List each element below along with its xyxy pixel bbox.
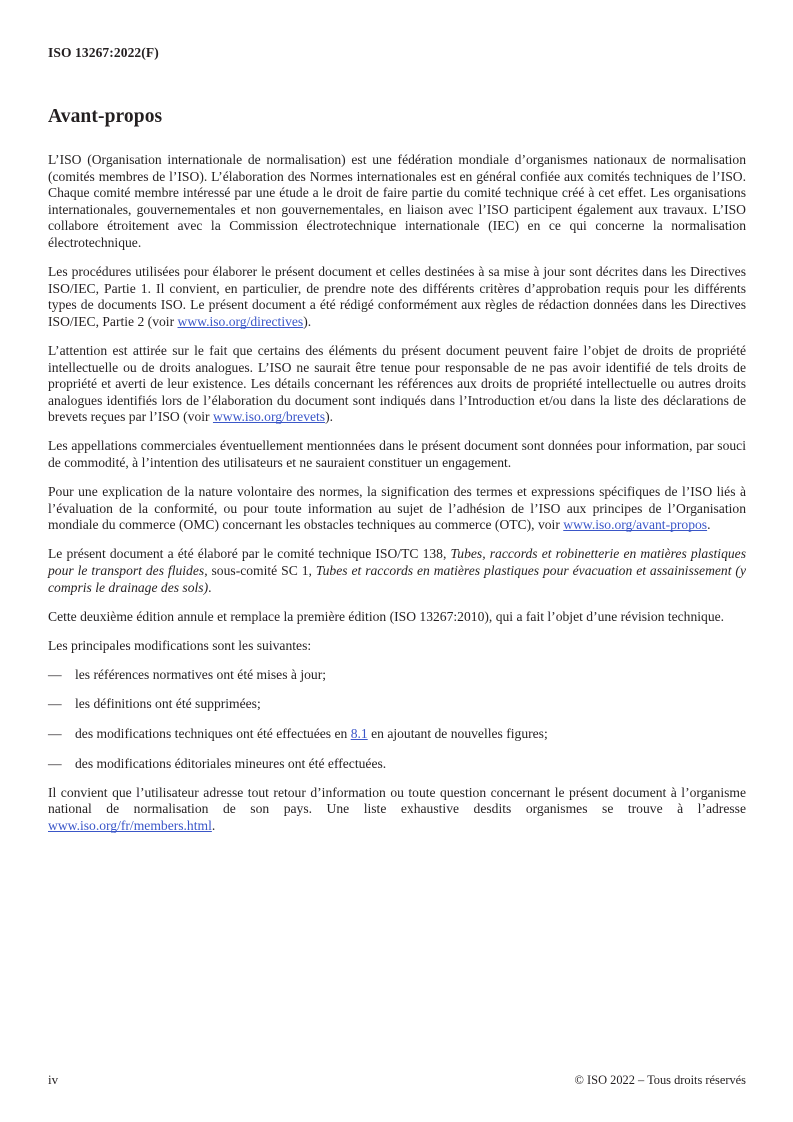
paragraph-committee bbox=[48, 546, 746, 596]
link-iso-avant-propos[interactable]: www.iso.org/avant-propos bbox=[563, 517, 708, 533]
modifications-list bbox=[48, 667, 746, 772]
running-head: ISO 13267:2022(F) bbox=[48, 45, 159, 60]
list-item-label: les définitions ont été supprimées; bbox=[75, 696, 261, 712]
link-clause-8-1[interactable]: 8.1 bbox=[350, 726, 368, 742]
list-item-label-after: en ajoutant de nouvelles figures; bbox=[367, 726, 548, 742]
paragraph-procedures-text-after: ). bbox=[303, 313, 312, 329]
list-item-label: des modifications éditoriales mineures ont été effectuées. bbox=[75, 755, 387, 771]
paragraph-patent-rights-text-before: L’attention est attirée sur le fait que certains des éléments du présent document peuvent faire l’objet de droits de propriété intellectuelle ou de droits analogues. L’ISO ne saurait être tenue pour responsable de ne pas avoir identifié de tels droits de propriété et averti de leur existence. Les détails concernant les références aux droits de propriété intellectuelle ou autres droits analogues identifiés lors de l’élaboration du document sont indiqués dans l’Introduction et/ou dans la liste des déclarations de brevets reçues par l’ISO (voir bbox=[48, 342, 746, 425]
paragraph-edition-notice: Cette deuxième édition annule et remplace la première édition (ISO 13267:2010), qui a fait l’objet d’une révision technique. bbox=[48, 608, 725, 624]
paragraph-trade-names: Les appellations commerciales éventuellement mentionnées dans le présent document sont données pour information, par souci de commodité, à l’intention des utilisateurs et ne sauraient constituer un engagement. bbox=[48, 438, 746, 470]
paragraph-procedures bbox=[48, 264, 746, 330]
link-iso-directives[interactable]: www.iso.org/directives bbox=[177, 313, 304, 329]
list-item bbox=[48, 726, 746, 743]
dash-marker-icon: — bbox=[48, 755, 62, 771]
paragraph-iso-description: L’ISO (Organisation internationale de normalisation) est une fédération mondiale d’organismes nationaux de normalisation (comités membres de l’ISO). L’élaboration des Normes internationales est en général confiée aux comités techniques de l’ISO. Chaque comité membre intéressé par une étude a le droit de faire partie du comité technique créé à cet effet. Les organisations internationales, gouvernementales et non gouvernementales, en liaison avec l’ISO participent également aux travaux. L’ISO collabore étroitement avec la Commission électrotechnique internationale (IEC) en ce qui concerne la normalisation électrotechnique. bbox=[48, 152, 746, 250]
page-content bbox=[48, 106, 746, 835]
list-item bbox=[48, 696, 746, 713]
paragraph-modifications-intro: Les principales modifications sont les suivantes: bbox=[48, 637, 312, 653]
paragraph-wto-tbt-text-before: Pour une explication de la nature volontaire des normes, la signification des termes et expressions spécifiques de l’ISO liés à l’évaluation de la conformité, ou pour toute information au sujet de l’adhésion de l’ISO aux principes de l’Organisation mondiale du commerce (OMC) concernant les obstacles techniques au commerce (OTC), voir bbox=[48, 484, 746, 533]
paragraph-patent-rights-text-after: ). bbox=[325, 409, 334, 425]
committee-text-part3: . bbox=[208, 579, 212, 595]
dash-marker-icon: — bbox=[48, 666, 62, 682]
list-item-label: les références normatives ont été mises à jour; bbox=[75, 666, 327, 682]
dash-marker-icon: — bbox=[48, 696, 62, 712]
paragraph-procedures-text-before: Les procédures utilisées pour élaborer le présent document et celles destinées à sa mise à jour sont décrites dans les Directives ISO/IEC, Partie 1. Il convient, en particulier, de prendre note des différents critères d’approbation requis pour les différents types de documents ISO. Le présent document a été rédigé conformément aux règles de rédaction données dans les Directives ISO/IEC, Partie 2 (voir bbox=[48, 264, 746, 329]
paragraph-wto-tbt-text-after: . bbox=[707, 517, 711, 533]
list-item bbox=[48, 667, 746, 684]
paragraph-feedback-text-before: Il convient que l’utilisateur adresse tout retour d’information ou toute question concernant le présent document à l’organisme national de normalisation de son pays. Une liste exhaustive desdits organismes se trouve à l’adresse bbox=[48, 784, 746, 817]
committee-title-sc1: Tubes et raccords en matières plastiques pour évacuation et assainissement (y compris le drainage des sols) bbox=[48, 562, 746, 595]
paragraph-patent-rights bbox=[48, 343, 746, 426]
committee-title-tc138: Tubes, raccords et robinetterie en matières plastiques pour le transport des fluides bbox=[48, 546, 746, 578]
link-iso-members[interactable]: www.iso.org/fr/members.html bbox=[48, 817, 212, 833]
page-title: Avant-propos bbox=[48, 106, 163, 127]
link-iso-brevets[interactable]: www.iso.org/brevets bbox=[212, 409, 326, 425]
dash-marker-icon: — bbox=[48, 726, 62, 742]
list-item bbox=[48, 756, 746, 773]
list-item-label-before: des modifications techniques ont été effectuées en bbox=[75, 726, 351, 742]
paragraph-wto-tbt bbox=[48, 484, 746, 534]
footer-page-number: iv bbox=[48, 1072, 59, 1087]
paragraph-feedback-text-after: . bbox=[211, 817, 216, 833]
committee-text-part1: Le présent document a été élaboré par le comité technique ISO/TC 138, bbox=[48, 546, 451, 562]
committee-text-part2: , sous-comité SC 1, bbox=[204, 562, 316, 578]
footer-copyright: © ISO 2022 – Tous droits réservés bbox=[574, 1073, 746, 1087]
page-footer bbox=[48, 1072, 746, 1088]
paragraph-feedback bbox=[48, 785, 746, 835]
